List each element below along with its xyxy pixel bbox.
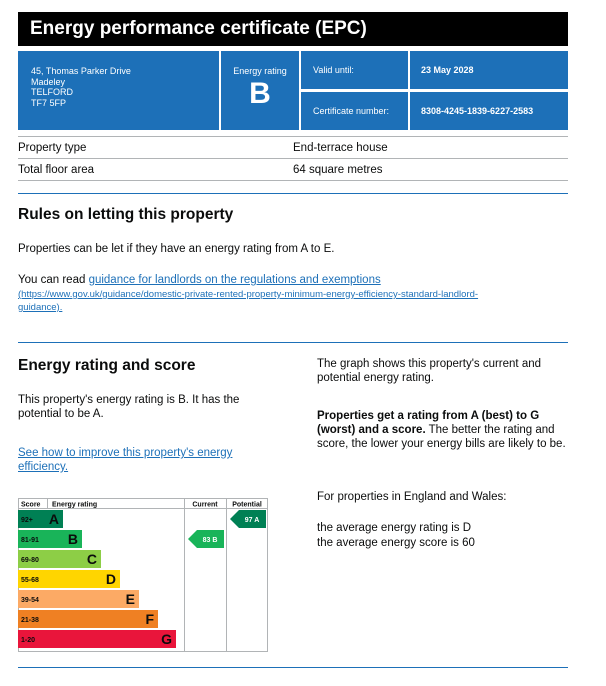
band-range-label: 81-91 xyxy=(21,537,39,544)
rating-band-bar xyxy=(18,630,176,648)
band-range-label: 21-38 xyxy=(21,617,39,624)
england-wales-text: For properties in England and Wales: xyxy=(317,491,507,503)
band-range-label: 55-68 xyxy=(21,577,39,584)
score-column-header: Score xyxy=(21,501,41,509)
guidance-prefix: You can read xyxy=(18,274,89,286)
letting-heading: Rules on letting this property xyxy=(18,206,234,223)
average-rating-text: the average energy rating is D xyxy=(317,522,472,534)
energy-rating-letter: B xyxy=(249,77,271,110)
letting-paragraph: Properties can be let if they have an energy rating from A to E. xyxy=(18,243,335,255)
guidance-link[interactable]: guidance for landlords on the regulations and exemptions xyxy=(88,274,381,286)
valid-until-label: Valid until: xyxy=(301,51,408,89)
energy-rating-box xyxy=(221,51,299,130)
letting-guidance-text xyxy=(18,273,381,287)
current-rating-marker-label: 83 B xyxy=(202,537,218,544)
page-title: Energy performance certificate (EPC) xyxy=(18,12,568,46)
divider xyxy=(18,158,568,159)
address-line: TELFORD xyxy=(31,87,74,97)
energy-paragraph: This property's energy rating is B. It has the potential to be A. xyxy=(18,394,240,420)
property-type-value: End-terrace house xyxy=(293,142,388,154)
energy-heading: Energy rating and score xyxy=(18,357,196,374)
address-line: Madeley xyxy=(31,76,66,87)
band-letter-label: B xyxy=(67,531,78,547)
current-column-header: Current xyxy=(192,501,218,509)
guidance-url-line[interactable]: (https://www.gov.uk/guidance/domestic-private-rented-property-minimum-energy-efficiency-standard-landlord- xyxy=(18,289,479,300)
rating-explanation-bold: Properties get a rating from A (best) to G (worst) and a score. xyxy=(317,410,540,436)
band-range-label: 39-54 xyxy=(21,597,39,604)
rating-explanation-rest: The better the rating and score, the lower your energy bills are likely to be. xyxy=(317,424,566,450)
rating-explanation xyxy=(317,409,567,451)
address-line: 45, Thomas Parker Drive xyxy=(31,66,131,76)
band-range-label: 69-80 xyxy=(21,557,39,564)
graph-explanation: The graph shows this property's current and potential energy rating. xyxy=(317,358,542,384)
band-range-label: 1-20 xyxy=(21,637,36,644)
certificate-number-value: 8308-4245-1839-6227-2583 xyxy=(410,92,568,130)
address-line: TF7 5FP xyxy=(31,97,67,108)
potential-column-header: Potential xyxy=(232,501,262,509)
energy-rating-chart xyxy=(18,498,268,652)
band-letter-label: C xyxy=(86,551,97,567)
section-divider xyxy=(18,667,568,668)
property-type-label: Property type xyxy=(18,142,87,154)
guidance-url-line[interactable]: guidance). xyxy=(18,302,63,313)
floor-area-label: Total floor area xyxy=(18,164,95,176)
divider xyxy=(18,180,568,181)
divider xyxy=(18,136,568,137)
improve-link-block xyxy=(18,446,258,474)
energy-rating-label: Energy rating xyxy=(233,66,287,76)
band-range-label: 92+ xyxy=(21,517,33,524)
band-letter-label: F xyxy=(145,611,154,627)
valid-until-value: 23 May 2028 xyxy=(410,51,568,89)
property-address xyxy=(18,51,219,130)
improve-efficiency-link[interactable]: See how to improve this property's energy efficiency. xyxy=(18,447,233,473)
average-score-text: the average energy score is 60 xyxy=(317,537,475,549)
band-letter-label: A xyxy=(48,511,59,527)
band-letter-label: D xyxy=(105,571,116,587)
rating-column-header: Energy rating xyxy=(52,501,98,509)
section-divider xyxy=(18,193,568,194)
rating-band-bar xyxy=(18,610,158,628)
band-letter-label: G xyxy=(161,631,172,647)
certificate-number-label: Certificate number: xyxy=(301,92,408,130)
section-divider xyxy=(18,342,568,343)
floor-area-value: 64 square metres xyxy=(293,164,383,176)
band-letter-label: E xyxy=(125,591,135,607)
potential-rating-marker-label: 97 A xyxy=(244,517,260,524)
